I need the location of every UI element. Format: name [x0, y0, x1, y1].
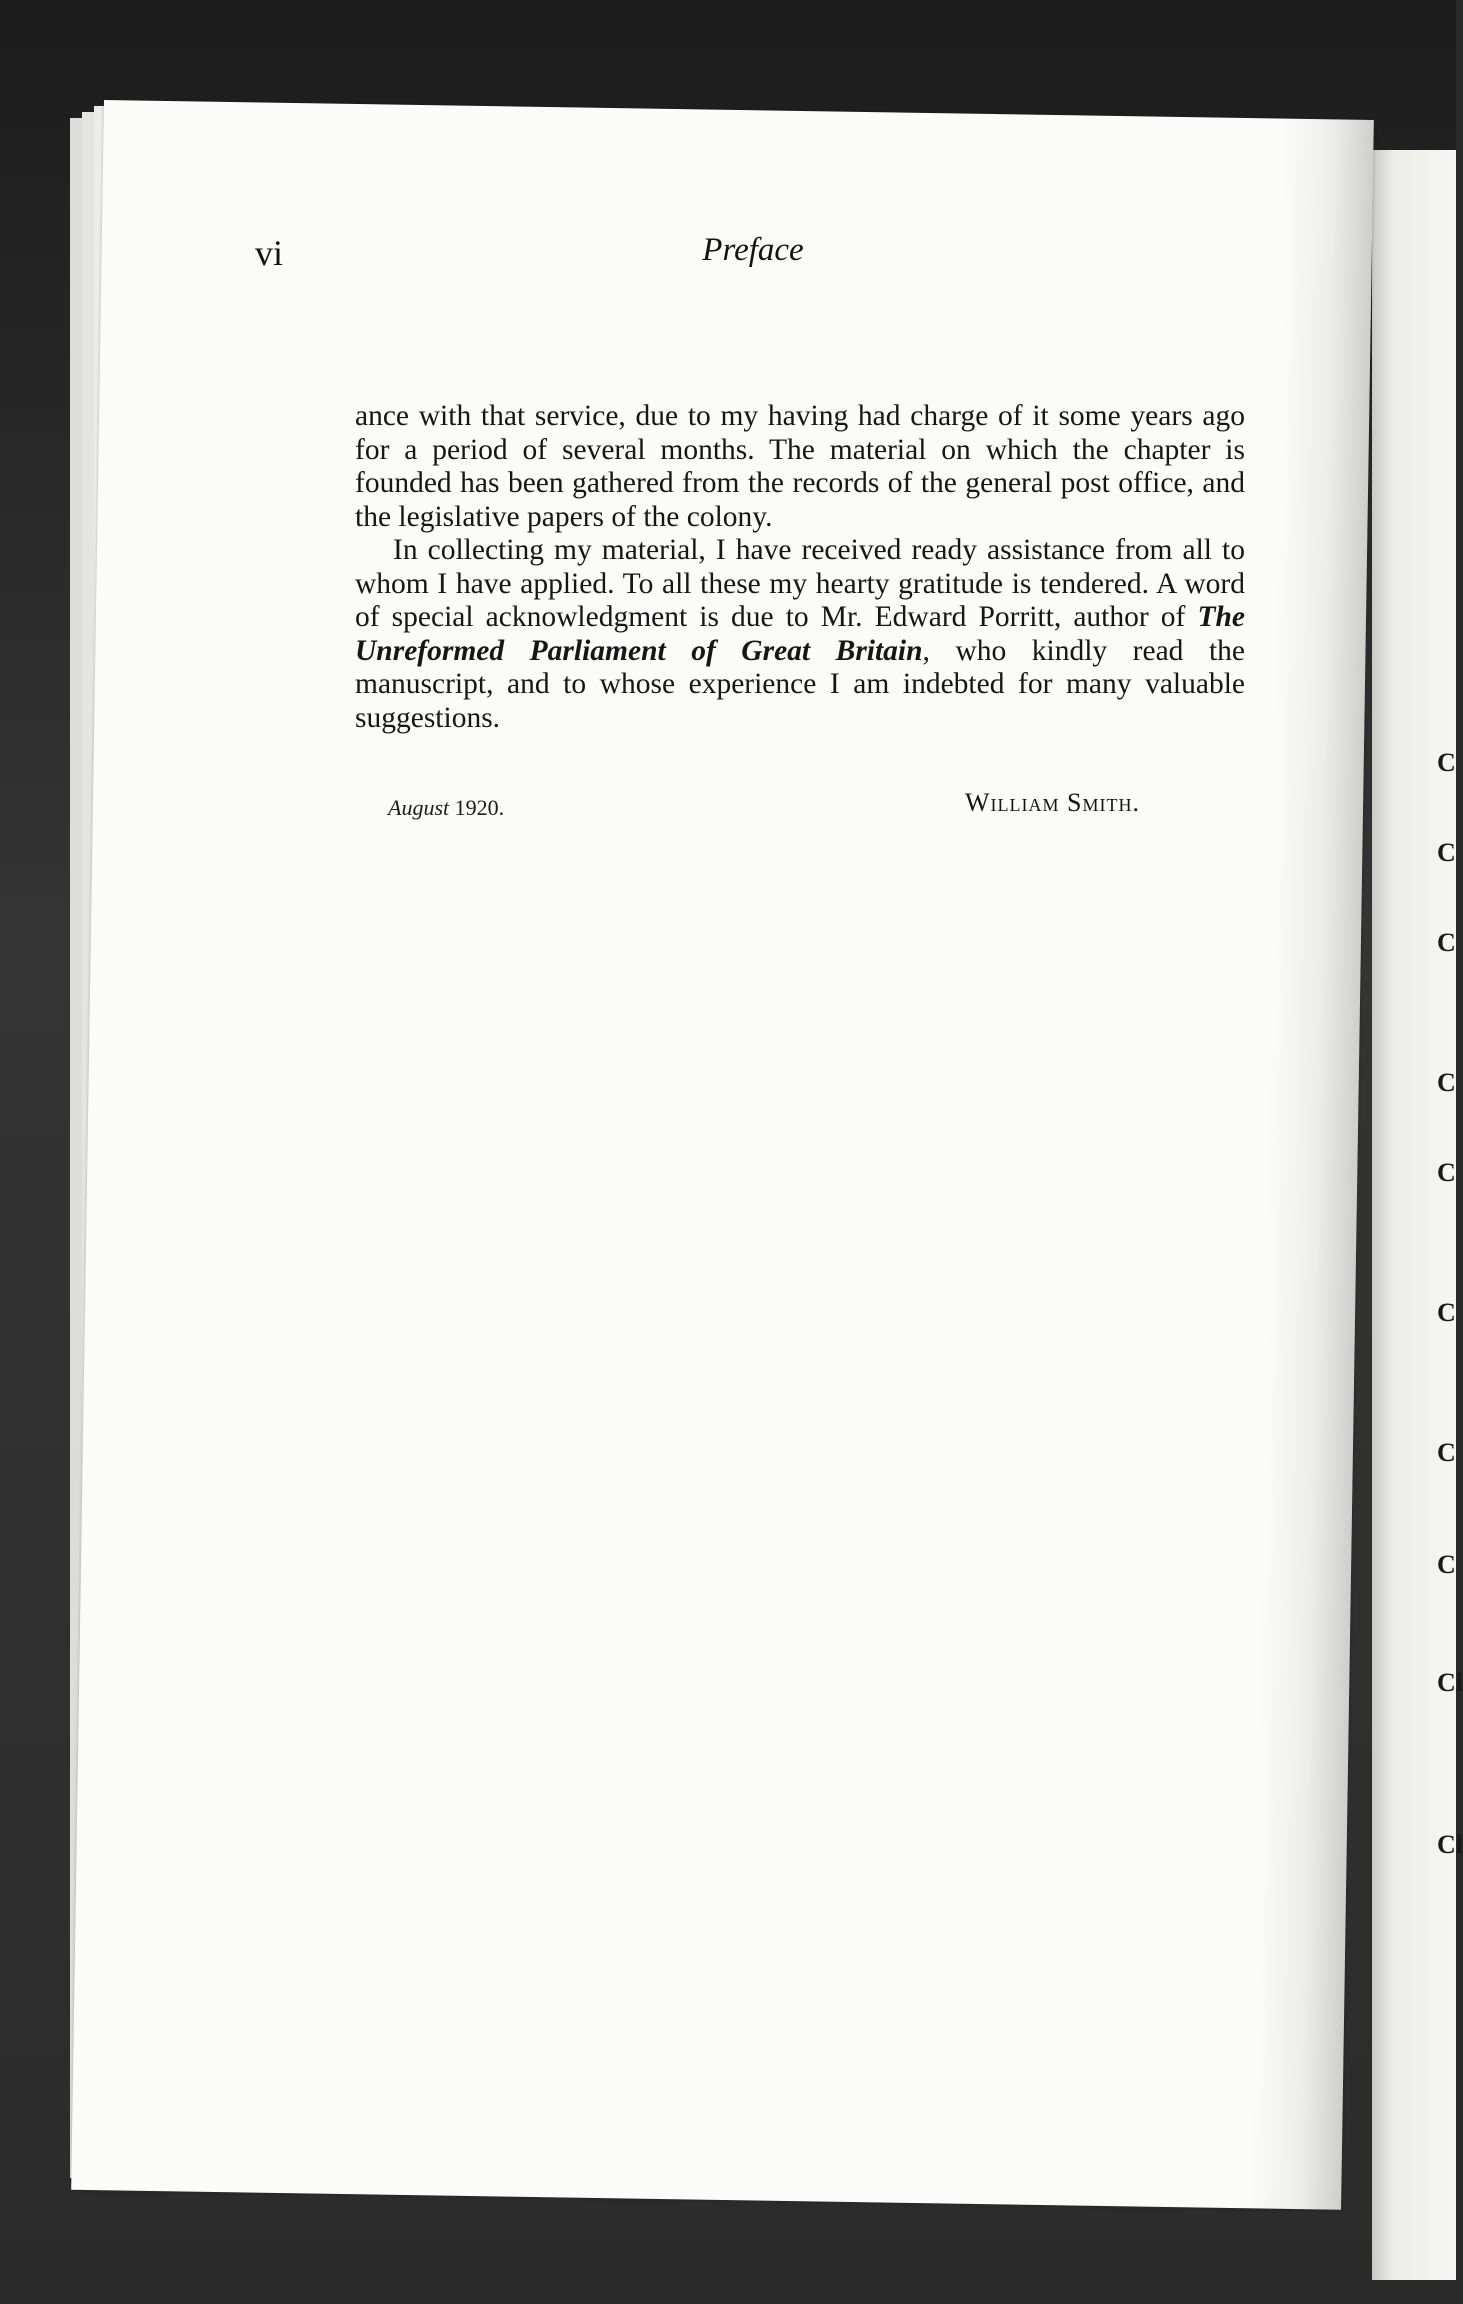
page-number: vi: [255, 233, 284, 273]
facing-page-letter: C: [1437, 748, 1456, 777]
dateline: [388, 795, 504, 821]
paragraph: [355, 534, 1245, 735]
running-title: Preface: [702, 232, 804, 268]
facing-page-letter: C: [1437, 1068, 1456, 1097]
facing-page-letter: C: [1437, 1550, 1456, 1579]
author-signature: William Smith.: [965, 788, 1140, 817]
running-head: [255, 232, 1265, 282]
facing-page-letter: C: [1437, 1158, 1456, 1187]
facing-page-letter: C: [1437, 1438, 1456, 1467]
date-year: 1920.: [454, 795, 505, 820]
facing-page-letter: Cl: [1437, 1668, 1463, 1697]
date-month: August: [388, 795, 450, 820]
preface-text: [355, 400, 1245, 735]
paragraph-text: , who kindly read the manuscript, and to whose experience I am indebted for many valuable suggestions.: [355, 634, 1245, 734]
facing-page-letter: C: [1437, 1298, 1456, 1327]
facing-page-letter: C: [1437, 928, 1456, 957]
facing-page-letter: Cl: [1437, 1830, 1463, 1859]
paragraph: ance with that service, due to my having had charge of it some years ago for a period of several months. The material on which the chapter is founded has been gathered from the records of the general post office, and the legislative papers of the colony.: [355, 400, 1245, 533]
book-title: The Unreformed Parliament of Great Britain: [355, 601, 1245, 667]
facing-page-letter: C: [1437, 838, 1456, 867]
facing-page: [1372, 150, 1456, 2280]
paragraph-text: In collecting my material, I have received ready assistance from all to whom I have applied. To all these my hearty gratitude is tendered. A word of special acknowledgment is due to Mr. Edward Porritt, author of: [355, 534, 1245, 633]
